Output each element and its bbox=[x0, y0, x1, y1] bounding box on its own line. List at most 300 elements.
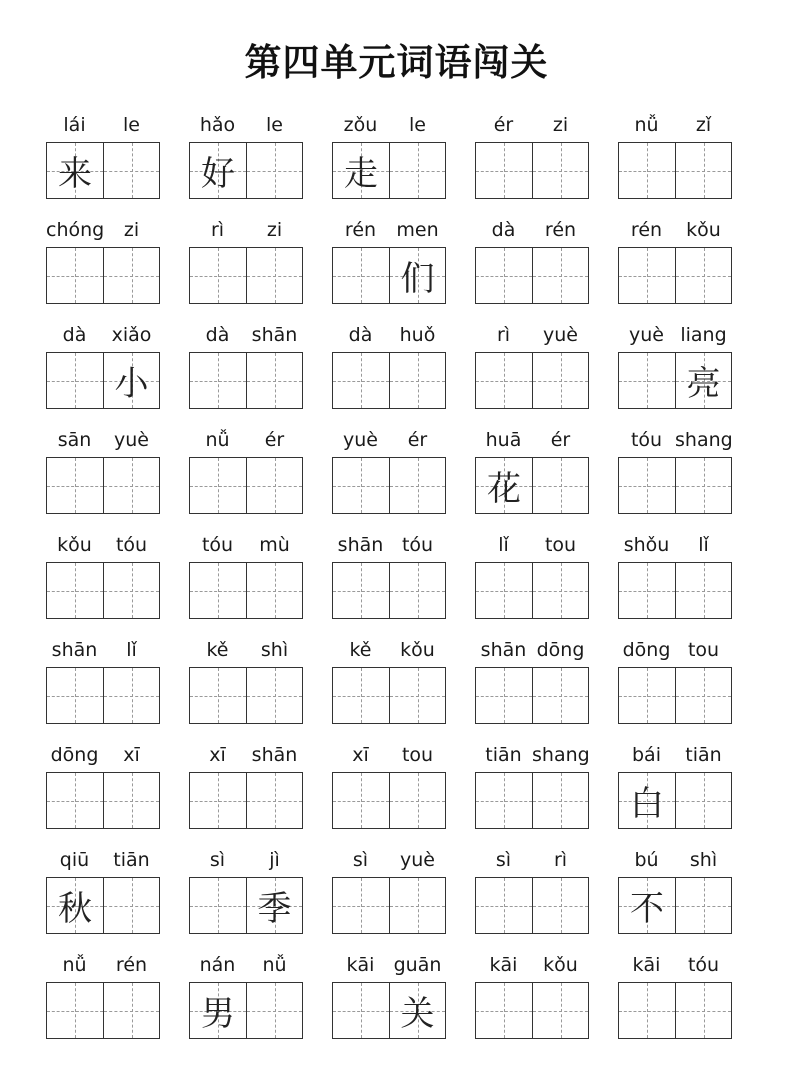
pinyin-syllable: tóu bbox=[687, 954, 720, 976]
pinyin-syllable: dà bbox=[62, 324, 87, 346]
tianzige-box bbox=[475, 352, 589, 409]
pinyin-label bbox=[189, 218, 304, 242]
pinyin-syllable: yuè bbox=[543, 324, 578, 346]
writing-cell[interactable] bbox=[103, 563, 159, 618]
pinyin-syllable: xī bbox=[352, 744, 369, 766]
word-item bbox=[46, 423, 161, 518]
writing-cell[interactable] bbox=[103, 983, 159, 1038]
hanzi-character bbox=[190, 458, 246, 513]
writing-cell[interactable] bbox=[190, 143, 246, 198]
writing-cell[interactable] bbox=[389, 353, 445, 408]
hanzi-character bbox=[333, 353, 389, 408]
tianzige-box bbox=[332, 457, 446, 514]
pinyin-syllable: shān bbox=[51, 639, 98, 661]
writing-cell[interactable] bbox=[619, 353, 675, 408]
writing-cell[interactable] bbox=[532, 353, 588, 408]
pinyin-syllable: bái bbox=[632, 744, 661, 766]
pinyin-syllable: kāi bbox=[489, 954, 518, 976]
pinyin-label bbox=[332, 743, 447, 767]
hanzi-character bbox=[619, 458, 675, 513]
pinyin-syllable: tóu bbox=[401, 534, 434, 556]
writing-cell[interactable] bbox=[675, 668, 731, 723]
pinyin-label bbox=[618, 953, 733, 977]
tianzige-box bbox=[475, 142, 589, 199]
pinyin-label bbox=[46, 428, 161, 452]
pinyin-label bbox=[475, 323, 590, 347]
pinyin-syllable: zi bbox=[552, 114, 569, 136]
writing-cell[interactable] bbox=[675, 563, 731, 618]
tianzige-box bbox=[46, 877, 160, 934]
word-row bbox=[46, 738, 766, 843]
writing-cell[interactable] bbox=[47, 248, 103, 303]
word-item bbox=[618, 423, 733, 518]
hanzi-character: 走 bbox=[344, 154, 378, 194]
word-item bbox=[618, 633, 733, 728]
writing-cell[interactable] bbox=[389, 458, 445, 513]
pinyin-syllable: huā bbox=[485, 429, 522, 451]
pinyin-label bbox=[475, 218, 590, 242]
pinyin-syllable: rì bbox=[496, 324, 511, 346]
writing-cell[interactable] bbox=[476, 353, 532, 408]
tianzige-box bbox=[189, 247, 303, 304]
hanzi-character: 来 bbox=[58, 154, 92, 194]
pinyin-syllable: kǒu bbox=[57, 534, 92, 556]
hanzi-character bbox=[619, 668, 675, 723]
pinyin-syllable: nán bbox=[199, 954, 236, 976]
writing-cell[interactable] bbox=[190, 563, 246, 618]
writing-cell[interactable] bbox=[190, 458, 246, 513]
pinyin-syllable: kě bbox=[206, 639, 229, 661]
writing-cell[interactable] bbox=[476, 248, 532, 303]
writing-cell[interactable] bbox=[532, 248, 588, 303]
pinyin-syllable: shān bbox=[251, 324, 298, 346]
pinyin-label bbox=[618, 743, 733, 767]
pinyin-syllable: kǒu bbox=[686, 219, 721, 241]
writing-cell[interactable] bbox=[619, 878, 675, 933]
hanzi-character bbox=[476, 773, 532, 828]
hanzi-character bbox=[619, 353, 675, 408]
writing-cell[interactable] bbox=[333, 458, 389, 513]
tianzige-box bbox=[618, 247, 732, 304]
pinyin-syllable: yuè bbox=[629, 324, 664, 346]
pinyin-label bbox=[475, 743, 590, 767]
word-item bbox=[475, 738, 590, 833]
pinyin-syllable: nǚ bbox=[62, 954, 87, 976]
writing-cell[interactable] bbox=[246, 983, 302, 1038]
pinyin-syllable: kāi bbox=[632, 954, 661, 976]
writing-cell[interactable] bbox=[246, 563, 302, 618]
writing-cell[interactable] bbox=[246, 878, 302, 933]
pinyin-syllable: ér bbox=[264, 429, 285, 451]
pinyin-syllable: zǐ bbox=[695, 114, 712, 136]
word-item bbox=[618, 318, 733, 413]
pinyin-syllable: shì bbox=[260, 639, 289, 661]
tianzige-box bbox=[189, 982, 303, 1039]
hanzi-character bbox=[333, 668, 389, 723]
hanzi-character bbox=[247, 353, 302, 408]
pinyin-syllable: yuè bbox=[114, 429, 149, 451]
writing-cell[interactable] bbox=[389, 563, 445, 618]
pinyin-syllable: huǒ bbox=[399, 324, 436, 346]
tianzige-box bbox=[46, 982, 160, 1039]
pinyin-syllable: sì bbox=[495, 849, 512, 871]
writing-cell[interactable] bbox=[246, 143, 302, 198]
hanzi-character bbox=[47, 668, 103, 723]
writing-cell[interactable] bbox=[532, 983, 588, 1038]
hanzi-character bbox=[619, 983, 675, 1038]
writing-cell[interactable] bbox=[103, 878, 159, 933]
pinyin-syllable: xī bbox=[209, 744, 226, 766]
tianzige-box bbox=[189, 352, 303, 409]
pinyin-label bbox=[618, 848, 733, 872]
word-item bbox=[46, 843, 161, 938]
pinyin-syllable: shì bbox=[689, 849, 718, 871]
pinyin-syllable: mù bbox=[259, 534, 290, 556]
hanzi-character bbox=[533, 248, 588, 303]
writing-cell[interactable] bbox=[246, 668, 302, 723]
pinyin-syllable: rì bbox=[553, 849, 568, 871]
pinyin-label bbox=[332, 428, 447, 452]
pinyin-label bbox=[189, 113, 304, 137]
word-item bbox=[189, 213, 304, 308]
writing-cell[interactable] bbox=[47, 458, 103, 513]
writing-cell[interactable] bbox=[675, 458, 731, 513]
writing-cell[interactable] bbox=[246, 353, 302, 408]
writing-cell[interactable] bbox=[389, 668, 445, 723]
writing-cell[interactable] bbox=[476, 458, 532, 513]
word-item bbox=[332, 528, 447, 623]
pinyin-syllable: rén bbox=[630, 219, 663, 241]
hanzi-character bbox=[190, 563, 246, 618]
writing-cell[interactable] bbox=[675, 248, 731, 303]
writing-cell[interactable] bbox=[333, 773, 389, 828]
word-item bbox=[475, 948, 590, 1043]
pinyin-syllable: nǚ bbox=[634, 114, 659, 136]
pinyin-syllable: dà bbox=[205, 324, 230, 346]
pinyin-label bbox=[332, 848, 447, 872]
hanzi-character bbox=[390, 773, 445, 828]
writing-cell[interactable] bbox=[47, 878, 103, 933]
pinyin-label bbox=[46, 848, 161, 872]
pinyin-label bbox=[475, 848, 590, 872]
pinyin-syllable: kǒu bbox=[543, 954, 578, 976]
pinyin-label bbox=[618, 113, 733, 137]
writing-cell[interactable] bbox=[476, 983, 532, 1038]
tianzige-box bbox=[46, 667, 160, 724]
hanzi-character bbox=[47, 458, 103, 513]
pinyin-label bbox=[189, 638, 304, 662]
writing-cell[interactable] bbox=[675, 143, 731, 198]
word-item bbox=[618, 843, 733, 938]
word-item bbox=[189, 108, 304, 203]
pinyin-syllable: tóu bbox=[115, 534, 148, 556]
hanzi-character bbox=[390, 563, 445, 618]
writing-cell[interactable] bbox=[47, 773, 103, 828]
writing-cell[interactable] bbox=[476, 563, 532, 618]
hanzi-character bbox=[190, 773, 246, 828]
pinyin-syllable: tou bbox=[544, 534, 577, 556]
tianzige-box bbox=[332, 142, 446, 199]
writing-cell[interactable] bbox=[619, 668, 675, 723]
hanzi-character bbox=[676, 668, 731, 723]
tianzige-box bbox=[618, 457, 732, 514]
writing-cell[interactable] bbox=[675, 353, 731, 408]
pinyin-label bbox=[618, 533, 733, 557]
pinyin-syllable: zǒu bbox=[343, 114, 378, 136]
writing-cell[interactable] bbox=[190, 668, 246, 723]
hanzi-character bbox=[333, 773, 389, 828]
hanzi-character bbox=[104, 668, 159, 723]
tianzige-box bbox=[332, 772, 446, 829]
hanzi-character bbox=[390, 353, 445, 408]
pinyin-label bbox=[475, 428, 590, 452]
pinyin-label bbox=[475, 113, 590, 137]
writing-cell[interactable] bbox=[47, 353, 103, 408]
pinyin-syllable: zi bbox=[266, 219, 283, 241]
word-item bbox=[332, 948, 447, 1043]
tianzige-box bbox=[618, 352, 732, 409]
writing-cell[interactable] bbox=[619, 143, 675, 198]
word-item bbox=[618, 948, 733, 1043]
writing-cell[interactable] bbox=[103, 668, 159, 723]
word-item bbox=[189, 318, 304, 413]
hanzi-character bbox=[247, 668, 302, 723]
writing-cell[interactable] bbox=[190, 878, 246, 933]
hanzi-character bbox=[476, 563, 532, 618]
writing-cell[interactable] bbox=[476, 668, 532, 723]
writing-cell[interactable] bbox=[190, 248, 246, 303]
pinyin-syllable: yuè bbox=[343, 429, 378, 451]
pinyin-syllable: shǒu bbox=[623, 534, 670, 556]
writing-cell[interactable] bbox=[47, 143, 103, 198]
hanzi-character: 白 bbox=[630, 784, 664, 824]
hanzi-character bbox=[104, 563, 159, 618]
writing-cell[interactable] bbox=[389, 248, 445, 303]
writing-cell[interactable] bbox=[333, 983, 389, 1038]
writing-cell[interactable] bbox=[103, 458, 159, 513]
hanzi-character: 关 bbox=[400, 994, 435, 1034]
hanzi-character bbox=[333, 248, 389, 303]
writing-cell[interactable] bbox=[246, 773, 302, 828]
word-row bbox=[46, 318, 766, 423]
pinyin-syllable: lái bbox=[63, 114, 86, 136]
hanzi-character bbox=[47, 983, 103, 1038]
word-row bbox=[46, 948, 766, 1053]
tianzige-box bbox=[475, 247, 589, 304]
writing-cell[interactable] bbox=[333, 248, 389, 303]
writing-cell[interactable] bbox=[246, 458, 302, 513]
tianzige-box bbox=[475, 667, 589, 724]
writing-cell[interactable] bbox=[532, 143, 588, 198]
hanzi-character: 季 bbox=[257, 889, 292, 929]
tianzige-box bbox=[618, 667, 732, 724]
writing-cell[interactable] bbox=[675, 878, 731, 933]
tianzige-box bbox=[189, 142, 303, 199]
pinyin-syllable: dà bbox=[491, 219, 516, 241]
hanzi-character bbox=[47, 248, 103, 303]
writing-cell[interactable] bbox=[103, 353, 159, 408]
tianzige-box bbox=[618, 142, 732, 199]
pinyin-syllable: shān bbox=[337, 534, 384, 556]
writing-cell[interactable] bbox=[476, 773, 532, 828]
hanzi-character bbox=[476, 878, 532, 933]
pinyin-label bbox=[332, 953, 447, 977]
pinyin-label bbox=[46, 953, 161, 977]
writing-cell[interactable] bbox=[619, 983, 675, 1038]
hanzi-character bbox=[676, 878, 731, 933]
pinyin-syllable: dà bbox=[348, 324, 373, 346]
word-item bbox=[618, 108, 733, 203]
tianzige-box bbox=[618, 982, 732, 1039]
word-item bbox=[332, 213, 447, 308]
pinyin-syllable: le bbox=[266, 114, 283, 136]
pinyin-syllable: tóu bbox=[201, 534, 234, 556]
hanzi-character bbox=[104, 458, 159, 513]
writing-cell[interactable] bbox=[476, 878, 532, 933]
pinyin-syllable: qiū bbox=[59, 849, 90, 871]
pinyin-label bbox=[618, 323, 733, 347]
pinyin-label bbox=[189, 533, 304, 557]
pinyin-syllable: men bbox=[396, 219, 439, 241]
pinyin-syllable: jì bbox=[269, 849, 280, 871]
hanzi-character bbox=[533, 983, 588, 1038]
writing-cell[interactable] bbox=[190, 773, 246, 828]
pinyin-syllable: lǐ bbox=[498, 534, 509, 556]
writing-cell[interactable] bbox=[333, 353, 389, 408]
hanzi-character bbox=[533, 458, 588, 513]
pinyin-syllable: tiān bbox=[485, 744, 522, 766]
pinyin-label bbox=[46, 113, 161, 137]
writing-cell[interactable] bbox=[389, 773, 445, 828]
writing-cell[interactable] bbox=[619, 563, 675, 618]
writing-cell[interactable] bbox=[619, 773, 675, 828]
pinyin-syllable: kāi bbox=[346, 954, 375, 976]
writing-cell[interactable] bbox=[333, 878, 389, 933]
writing-cell[interactable] bbox=[47, 668, 103, 723]
writing-cell[interactable] bbox=[675, 773, 731, 828]
pinyin-syllable: tóu bbox=[630, 429, 663, 451]
hanzi-character bbox=[676, 248, 731, 303]
writing-cell[interactable] bbox=[619, 248, 675, 303]
pinyin-syllable: sì bbox=[352, 849, 369, 871]
word-item bbox=[46, 738, 161, 833]
pinyin-syllable: tiān bbox=[113, 849, 150, 871]
writing-cell[interactable] bbox=[532, 773, 588, 828]
writing-cell[interactable] bbox=[47, 563, 103, 618]
writing-cell[interactable] bbox=[532, 563, 588, 618]
writing-cell[interactable] bbox=[246, 248, 302, 303]
word-item bbox=[618, 738, 733, 833]
hanzi-character bbox=[533, 563, 588, 618]
writing-cell[interactable] bbox=[389, 143, 445, 198]
pinyin-syllable: rén bbox=[115, 954, 148, 976]
pinyin-syllable: kě bbox=[349, 639, 372, 661]
tianzige-box bbox=[475, 772, 589, 829]
hanzi-character bbox=[47, 353, 103, 408]
hanzi-character bbox=[533, 773, 588, 828]
hanzi-character bbox=[104, 248, 159, 303]
word-row bbox=[46, 108, 766, 213]
word-item bbox=[332, 633, 447, 728]
pinyin-label bbox=[332, 323, 447, 347]
writing-cell[interactable] bbox=[103, 773, 159, 828]
writing-cell[interactable] bbox=[532, 668, 588, 723]
pinyin-syllable: shān bbox=[480, 639, 527, 661]
pinyin-syllable: kǒu bbox=[400, 639, 435, 661]
pinyin-syllable: yuè bbox=[400, 849, 435, 871]
tianzige-box bbox=[332, 352, 446, 409]
writing-cell[interactable] bbox=[532, 878, 588, 933]
pinyin-syllable: nǚ bbox=[205, 429, 230, 451]
tianzige-box bbox=[332, 667, 446, 724]
writing-cell[interactable] bbox=[476, 143, 532, 198]
pinyin-syllable: le bbox=[123, 114, 140, 136]
hanzi-character bbox=[476, 143, 532, 198]
hanzi-character bbox=[104, 983, 159, 1038]
writing-cell[interactable] bbox=[190, 353, 246, 408]
word-row bbox=[46, 633, 766, 738]
pinyin-syllable: sān bbox=[57, 429, 92, 451]
writing-cell[interactable] bbox=[675, 983, 731, 1038]
hanzi-character: 男 bbox=[201, 994, 235, 1034]
pinyin-syllable: tiān bbox=[685, 744, 722, 766]
word-item bbox=[332, 843, 447, 938]
writing-cell[interactable] bbox=[333, 563, 389, 618]
pinyin-syllable: dōng bbox=[50, 744, 99, 766]
word-item bbox=[46, 528, 161, 623]
word-item bbox=[618, 213, 733, 308]
pinyin-label bbox=[189, 953, 304, 977]
hanzi-character bbox=[476, 668, 532, 723]
writing-cell[interactable] bbox=[389, 983, 445, 1038]
hanzi-character bbox=[619, 143, 675, 198]
pinyin-syllable: ér bbox=[550, 429, 571, 451]
pinyin-syllable: lǐ bbox=[698, 534, 709, 556]
writing-cell[interactable] bbox=[190, 983, 246, 1038]
word-item bbox=[618, 528, 733, 623]
writing-cell[interactable] bbox=[619, 458, 675, 513]
pinyin-label bbox=[46, 743, 161, 767]
word-item bbox=[46, 108, 161, 203]
tianzige-box bbox=[475, 982, 589, 1039]
hanzi-character: 小 bbox=[114, 364, 149, 404]
pinyin-label bbox=[189, 323, 304, 347]
writing-cell[interactable] bbox=[103, 248, 159, 303]
writing-cell[interactable] bbox=[47, 983, 103, 1038]
hanzi-character bbox=[476, 983, 532, 1038]
pinyin-syllable: bú bbox=[634, 849, 659, 871]
writing-cell[interactable] bbox=[389, 878, 445, 933]
pinyin-label bbox=[618, 638, 733, 662]
pinyin-syllable: nǚ bbox=[262, 954, 287, 976]
tianzige-box bbox=[332, 247, 446, 304]
writing-cell[interactable] bbox=[103, 143, 159, 198]
pinyin-syllable: ér bbox=[493, 114, 514, 136]
pinyin-syllable: shang bbox=[675, 429, 733, 451]
writing-cell[interactable] bbox=[333, 668, 389, 723]
hanzi-character bbox=[190, 668, 246, 723]
word-item bbox=[475, 213, 590, 308]
hanzi-character bbox=[676, 983, 731, 1038]
pinyin-syllable: shān bbox=[251, 744, 298, 766]
hanzi-character bbox=[676, 143, 731, 198]
pinyin-syllable: xiǎo bbox=[111, 324, 152, 346]
writing-cell[interactable] bbox=[532, 458, 588, 513]
pinyin-label bbox=[189, 848, 304, 872]
hanzi-character bbox=[533, 143, 588, 198]
tianzige-box bbox=[189, 562, 303, 619]
writing-cell[interactable] bbox=[333, 143, 389, 198]
